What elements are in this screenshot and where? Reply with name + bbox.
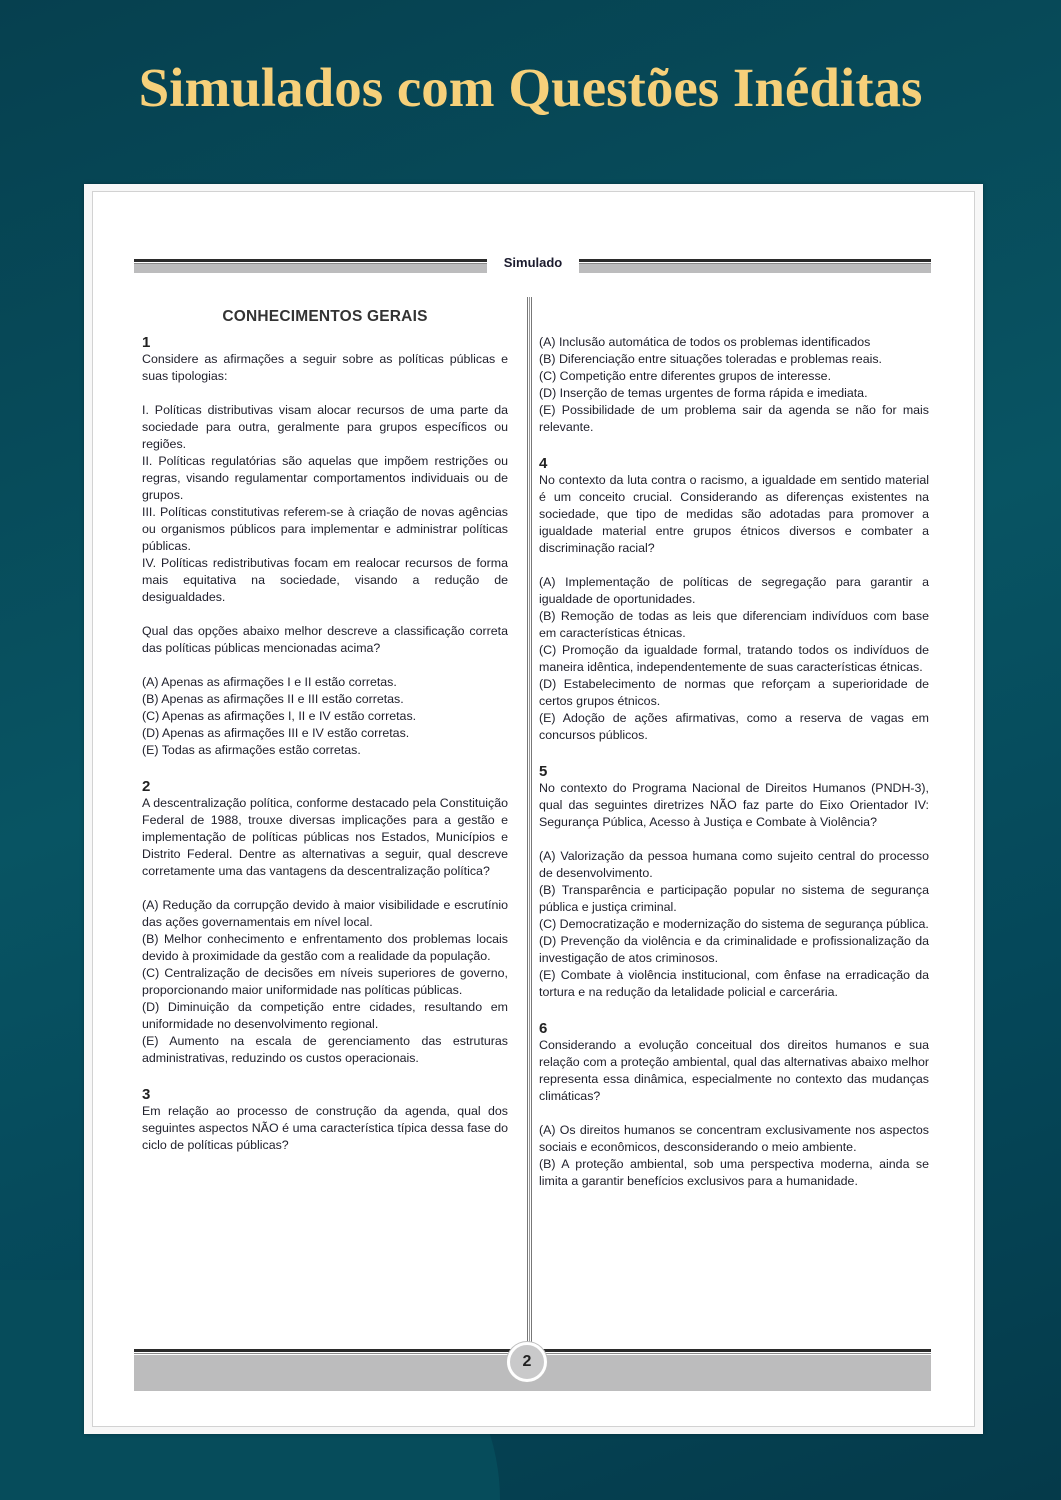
question-stem: No contexto do Programa Nacional de Direitos Humanos (PNDH-3), qual das seguintes diretrizes NÃO faz parte do Eixo Orientador IV: Segurança Pública, Acesso à Justiça e Combate à Violência?	[539, 781, 929, 829]
answer-option: (E) Combate à violência institucional, com ênfase na erradicação da tortura e na redução da letalidade policial e carcerária.	[539, 968, 929, 999]
question-stem: Considerando a evolução conceitual dos direitos humanos e sua relação com a proteção ambiental, qual das alternativas abaixo melhor representa essa dinâmica, especialmente no contexto das mudanças climáticas?	[539, 1038, 929, 1103]
answer-option: (B) Melhor conhecimento e enfrentamento dos problemas locais devido à proximidade da gestão com a realidade da população.	[142, 932, 508, 963]
question-3-options	[539, 334, 929, 436]
answer-option: (C) Competição entre diferentes grupos de interesse.	[539, 369, 832, 383]
question-stem: No contexto da luta contra o racismo, a igualdade em sentido material é um conceito crucial. Considerando as diferenças existentes na sociedade, que tipo de medidas são adotadas para promover a igualdade material entre grupos étnicos diversos e combater a discriminação racial?	[539, 473, 929, 555]
answer-option: (D) Estabelecimento de normas que reforçam a superioridade de certos grupos étnicos.	[539, 677, 929, 708]
statement: III. Políticas constitutivas referem-se à criação de novas agências ou organismos públicos para implementar e administrar políticas públicas.	[142, 505, 508, 553]
answer-option: (A) Apenas as afirmações I e II estão corretas.	[142, 675, 397, 689]
header-band	[134, 255, 931, 279]
answer-option: (A) Implementação de políticas de segregação para garantir a igualdade de oportunidades.	[539, 575, 929, 606]
answer-option: (E) Aumento na escala de gerenciamento das estruturas administrativas, reduzindo os custos operacionais.	[142, 1034, 508, 1065]
question-1	[142, 334, 508, 759]
answer-option: (A) Redução da corrupção devido à maior visibilidade e escrutínio das ações governamentais em nível local.	[142, 898, 508, 929]
question-number: 2	[142, 778, 151, 795]
answer-option: (A) Os direitos humanos se concentram exclusivamente nos aspectos sociais e econômicos, desconsiderando o meio ambiente.	[539, 1123, 929, 1154]
statement: I. Políticas distributivas visam alocar recursos de uma parte da sociedade para outra, geralmente para grupos específicos ou regiões.	[142, 403, 508, 451]
question-stem: A descentralização política, conforme destacado pela Constituição Federal de 1988, trouxe diversas implicações para a gestão e implementação de políticas públicas nos Estados, Municípios e Distrito Federal. Dentre as alternativas a seguir, qual descreve corretamente uma das vantagens da descentralização política?	[142, 796, 508, 878]
answer-option: (B) Remoção de todas as leis que diferenciam indivíduos com base em características étnicas.	[539, 609, 929, 640]
answer-option: (C) Centralização de decisões em níveis superiores de governo, proporcionando maior uniformidade nas políticas públicas.	[142, 966, 508, 997]
column-divider	[527, 297, 532, 1347]
answer-option: (B) A proteção ambiental, sob uma perspectiva moderna, ainda se limita a garantir benefícios exclusivos para a humanidade.	[539, 1157, 929, 1188]
question-5	[539, 763, 929, 1001]
question-3	[142, 1086, 508, 1154]
question-4	[539, 455, 929, 744]
answer-option: (E) Possibilidade de um problema sair da agenda se não for mais relevante.	[539, 403, 929, 434]
page-number-badge: 2	[507, 1342, 547, 1382]
right-column	[539, 334, 929, 1209]
answer-option: (D) Prevenção da violência e da criminalidade e profissionalização da investigação de atos criminosos.	[539, 934, 929, 965]
statement: II. Políticas regulatórias são aquelas que impõem restrições ou regras, visando regulamentar comportamentos individuais ou de grupos.	[142, 454, 508, 502]
question-number: 3	[142, 1086, 151, 1103]
answer-option: (B) Diferenciação entre situações toleradas e problemas reais.	[539, 352, 882, 366]
footer-band	[134, 1349, 931, 1399]
question-6	[539, 1020, 929, 1190]
answer-option: (D) Inserção de temas urgentes de forma rápida e imediata.	[539, 386, 868, 400]
question-stem: Considere as afirmações a seguir sobre as políticas públicas e suas tipologias:	[142, 352, 508, 383]
answer-option: (E) Adoção de ações afirmativas, como a reserva de vagas em concursos públicos.	[539, 711, 929, 742]
answer-option: (C) Democratização e modernização do sistema de segurança pública.	[539, 917, 929, 931]
exam-page-preview	[84, 184, 983, 1434]
answer-option: (C) Apenas as afirmações I, II e IV estão corretas.	[142, 709, 417, 723]
exam-page-inner	[92, 191, 975, 1427]
question-number: 5	[539, 763, 548, 780]
question-2	[142, 778, 508, 1067]
section-title: CONHECIMENTOS GERAIS	[222, 308, 428, 325]
answer-option: (C) Promoção da igualdade formal, tratando todos os indivíduos de maneira idêntica, independentemente de suas características étnicas.	[539, 643, 929, 674]
header-label: Simulado	[487, 253, 579, 277]
answer-option: (E) Todas as afirmações estão corretas.	[142, 743, 361, 757]
answer-option: (D) Diminuição da competição entre cidades, resultando em uniformidade no desenvolvimento regional.	[142, 1000, 508, 1031]
answer-option: (A) Inclusão automática de todos os problemas identificados	[539, 335, 871, 349]
left-column	[142, 308, 508, 1173]
answer-option: (B) Apenas as afirmações II e III estão corretas.	[142, 692, 404, 706]
question-prompt: Qual das opções abaixo melhor descreve a classificação correta das políticas públicas mencionadas acima?	[142, 624, 508, 655]
question-number: 1	[142, 334, 151, 351]
answer-option: (D) Apenas as afirmações III e IV estão corretas.	[142, 726, 410, 740]
page-headline: Simulados com Questões Inéditas	[138, 57, 923, 118]
question-stem: Em relação ao processo de construção da agenda, qual dos seguintes aspectos NÃO é uma característica típica dessa fase do ciclo de políticas públicas?	[142, 1104, 508, 1152]
answer-option: (A) Valorização da pessoa humana como sujeito central do processo de desenvolvimento.	[539, 849, 929, 880]
question-number: 4	[539, 455, 548, 472]
statement: IV. Políticas redistributivas focam em realocar recursos de forma mais equitativa na sociedade, visando a redução de desigualdades.	[142, 556, 508, 604]
question-number: 6	[539, 1020, 548, 1037]
answer-option: (B) Transparência e participação popular no sistema de segurança pública e justiça criminal.	[539, 883, 929, 914]
